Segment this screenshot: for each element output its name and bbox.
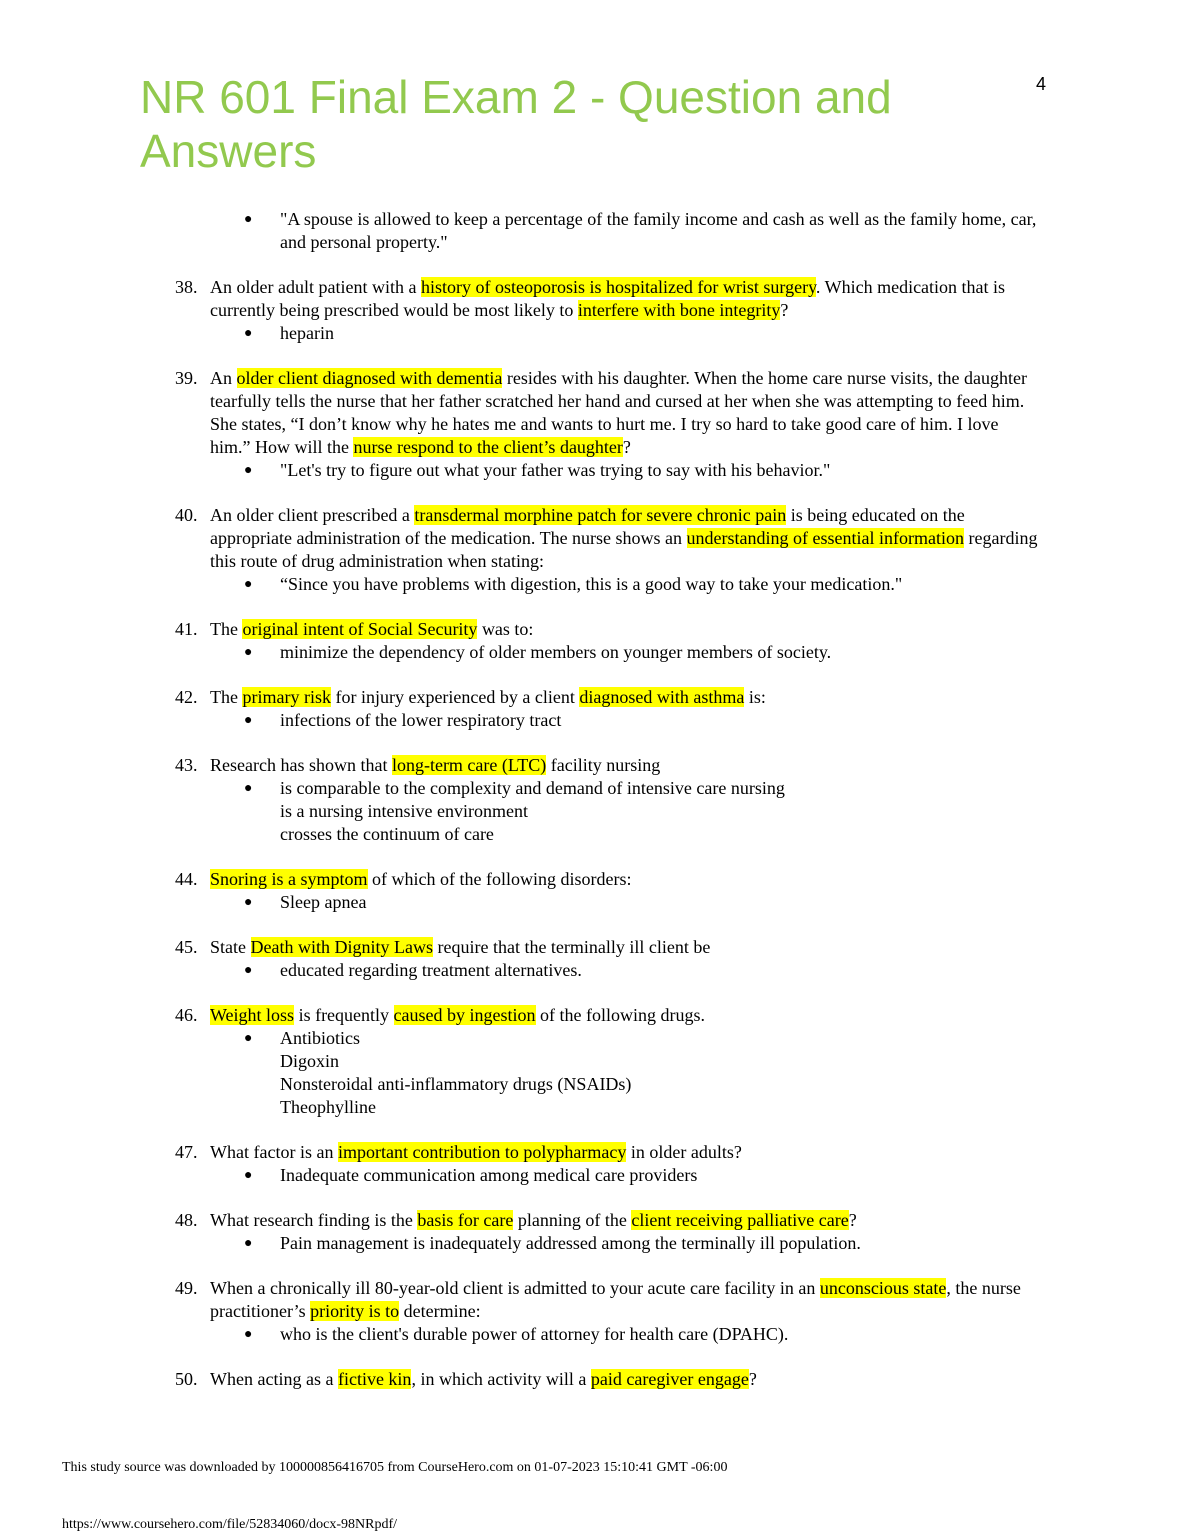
question-text — [210, 1209, 1040, 1232]
question-text-segment: ? — [780, 300, 789, 320]
question-text-segment: The — [210, 687, 243, 707]
bullet-icon: ● — [244, 1236, 253, 1251]
answer-text: educated regarding treatment alternatives. — [280, 960, 582, 980]
answer-text: infections of the lower respiratory tract — [280, 710, 562, 730]
download-notice: This study source was downloaded by 100000856416705 from CourseHero.com on 01-07-2023 15:10:41 GMT -06:00 — [62, 1460, 728, 1475]
highlighted-text: unconscious state — [819, 1278, 947, 1298]
highlighted-text: understanding of essential information — [686, 528, 964, 548]
answer-text: "Let's try to figure out what your father was trying to say with his behavior." — [280, 460, 831, 480]
answer-text: Nonsteroidal anti-inflammatory drugs (NSAIDs) — [280, 1074, 632, 1094]
answer-block — [244, 641, 1040, 664]
question-text — [210, 1004, 1040, 1027]
question-text-segment: An — [210, 368, 237, 388]
question-text-segment: planning of the — [513, 1210, 632, 1230]
question-text-segment: An older client prescribed a — [210, 505, 415, 525]
question-text — [210, 754, 1040, 777]
highlighted-text: long-term care (LTC) — [391, 755, 547, 775]
highlighted-text: transdermal morphine patch for severe chronic pain — [414, 505, 787, 525]
highlighted-text: primary risk — [242, 687, 331, 707]
bullet-icon: ● — [244, 895, 253, 910]
question-text-segment: , in which activity will a — [411, 1369, 591, 1389]
bullet-icon: ● — [244, 577, 253, 592]
highlighted-text: interfere with bone integrity — [577, 300, 781, 320]
highlighted-text: older client diagnosed with dementia — [236, 368, 503, 388]
answer-block — [244, 322, 1040, 345]
highlighted-text: nurse respond to the client’s daughter — [353, 437, 623, 457]
question-text-segment: ? — [622, 437, 631, 457]
question-text-segment: . Which medication that is currently being prescribed would be most likely to — [210, 277, 1006, 320]
question-item — [0, 1141, 1190, 1187]
question-number: 47. — [175, 1142, 198, 1162]
question-text — [210, 1277, 1040, 1323]
answer-text: Antibiotics — [280, 1028, 360, 1048]
question-item — [0, 1277, 1190, 1346]
bullet-icon: ● — [244, 1327, 253, 1342]
question-text — [210, 504, 1040, 573]
highlighted-text: Weight loss — [210, 1005, 295, 1025]
question-number: 41. — [175, 619, 198, 639]
question-item — [0, 367, 1190, 482]
page-title: NR 601 Final Exam 2 - Question and Answers — [140, 71, 892, 177]
question-text-segment: is: — [744, 687, 766, 707]
question-text-segment: is frequently — [294, 1005, 394, 1025]
question-item — [0, 754, 1190, 846]
question-number: 49. — [175, 1278, 198, 1298]
answer-block — [244, 891, 1040, 914]
question-number: 42. — [175, 687, 198, 707]
question-text-segment: The — [210, 619, 243, 639]
highlighted-text: priority is to — [310, 1301, 400, 1321]
question-text-segment: of which of the following disorders: — [367, 869, 632, 889]
answer-text: Sleep apnea — [280, 892, 367, 912]
bullet-icon: ● — [244, 645, 253, 660]
question-text-segment: , the nurse practitioner’s — [210, 1278, 1021, 1321]
bullet-icon: ● — [244, 463, 253, 478]
question-text — [210, 686, 1040, 709]
question-number: 50. — [175, 1369, 198, 1389]
question-text — [210, 1368, 1040, 1391]
question-item — [0, 686, 1190, 732]
lead-answer — [0, 207, 1190, 254]
question-item — [0, 276, 1190, 345]
question-number: 46. — [175, 1005, 198, 1025]
question-text-segment: in older adults? — [626, 1142, 742, 1162]
question-text-segment: When acting as a — [210, 1369, 338, 1389]
highlighted-text: client receiving palliative care — [631, 1210, 849, 1230]
highlighted-text: paid caregiver engage — [590, 1369, 749, 1389]
question-text-segment: facility nursing — [546, 755, 661, 775]
answer-text: minimize the dependency of older members on younger members of society. — [280, 642, 832, 662]
question-text-segment: require that the terminally ill client be — [432, 937, 711, 957]
answer-block — [244, 777, 1040, 846]
highlighted-text: original intent of Social Security — [242, 619, 478, 639]
question-text — [210, 936, 1040, 959]
question-text — [210, 618, 1040, 641]
answer-block — [244, 573, 1040, 596]
source-url: https://www.coursehero.com/file/52834060/docx-98NRpdf/ — [62, 1517, 398, 1532]
question-text-segment: was to: — [477, 619, 534, 639]
answer-text: Inadequate communication among medical care providers — [280, 1165, 698, 1185]
answer-block — [244, 1323, 1040, 1346]
highlighted-text: history of osteoporosis is hospitalized for wrist surgery — [420, 277, 816, 297]
highlighted-text: fictive kin — [337, 1369, 412, 1389]
answer-text: Pain management is inadequately addressed among the terminally ill population. — [280, 1233, 861, 1253]
question-item — [0, 868, 1190, 914]
question-number: 48. — [175, 1210, 198, 1230]
bullet-icon: ● — [244, 781, 253, 796]
answer-text: Digoxin — [280, 1051, 340, 1071]
question-number: 44. — [175, 869, 198, 889]
question-text-segment: ? — [848, 1210, 857, 1230]
page-number: 4 — [1036, 74, 1047, 94]
question-item — [0, 936, 1190, 982]
question-number: 38. — [175, 277, 198, 297]
question-item — [0, 504, 1190, 596]
highlighted-text: Snoring is a symptom — [210, 869, 368, 889]
question-text — [210, 868, 1040, 891]
question-item — [0, 618, 1190, 664]
question-text-segment: for injury experienced by a client — [330, 687, 580, 707]
question-text-segment: Research has shown that — [210, 755, 392, 775]
highlighted-text: caused by ingestion — [393, 1005, 536, 1025]
question-number: 45. — [175, 937, 198, 957]
question-text — [210, 367, 1040, 459]
question-text — [210, 1141, 1040, 1164]
answer-text: who is the client's durable power of attorney for health care (DPAHC). — [280, 1324, 789, 1344]
answer-block — [244, 459, 1040, 482]
question-text-segment: What factor is an — [210, 1142, 338, 1162]
question-item — [0, 1004, 1190, 1119]
highlighted-text: basis for care — [417, 1210, 514, 1230]
question-text-segment: ? — [748, 1369, 757, 1389]
bullet-icon: ● — [244, 212, 253, 227]
answer-block — [244, 1027, 1040, 1119]
question-list — [0, 207, 1190, 1413]
answer-block — [244, 709, 1040, 732]
question-item — [0, 1368, 1190, 1391]
answer-text: is a nursing intensive environment — [280, 801, 528, 821]
question-text-segment: resides with his daughter. When the home care nurse visits, the daughter tearfully tells the nurse that her father scratched her hand and cursed at her when she was attempting to feed him. She states, “I don’t know why he hates me and wants to hurt me. I try so hard to take good care of him. I love him.” How will the — [210, 368, 1027, 457]
bullet-icon: ● — [244, 963, 253, 978]
answer-text: "A spouse is allowed to keep a percentage of the family income and cash as well as the family home, car, and personal property." — [280, 209, 1037, 252]
answer-text: crosses the continuum of care — [280, 824, 494, 844]
bullet-icon: ● — [244, 326, 253, 341]
answer-block — [244, 1232, 1040, 1255]
bullet-icon: ● — [244, 1168, 253, 1183]
question-text-segment: of the following drugs. — [535, 1005, 706, 1025]
question-number: 43. — [175, 755, 198, 775]
question-item — [0, 1209, 1190, 1255]
question-text-segment: is being educated on the appropriate administration of the medication. The nurse shows an — [210, 505, 965, 548]
answer-block — [244, 959, 1040, 982]
answer-text: is comparable to the complexity and demand of intensive care nursing — [280, 778, 785, 798]
answer-block — [244, 1164, 1040, 1187]
highlighted-text: important contribution to polypharmacy — [337, 1142, 627, 1162]
question-text-segment: determine: — [399, 1301, 481, 1321]
question-number: 40. — [175, 505, 198, 525]
question-text-segment: State — [210, 937, 251, 957]
question-text-segment: What research finding is the — [210, 1210, 418, 1230]
bullet-icon: ● — [244, 713, 253, 728]
question-text-segment: When a chronically ill 80-year-old client is admitted to your acute care facility in an — [210, 1278, 820, 1298]
highlighted-text: diagnosed with asthma — [579, 687, 745, 707]
highlighted-text: Death with Dignity Laws — [250, 937, 433, 957]
answer-text: “Since you have problems with digestion, this is a good way to take your medication." — [280, 574, 903, 594]
question-text-segment: An older adult patient with a — [210, 277, 421, 297]
question-text — [210, 276, 1040, 322]
question-number: 39. — [175, 368, 198, 388]
bullet-icon: ● — [244, 1031, 253, 1046]
answer-text: Theophylline — [280, 1097, 376, 1117]
answer-text: heparin — [280, 323, 334, 343]
question-text-segment: regarding this route of drug administration when stating: — [210, 528, 1038, 571]
